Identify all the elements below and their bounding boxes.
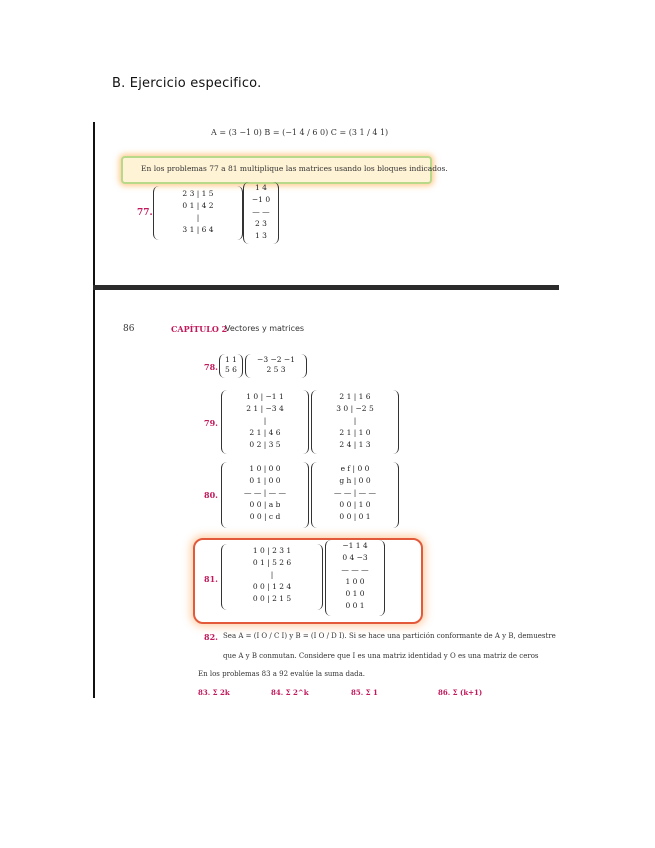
matrix-row: — — | — — bbox=[333, 488, 377, 497]
matrix-row: 1 3 bbox=[255, 231, 267, 240]
sum-problem-83: 83. Σ 2k bbox=[198, 688, 230, 697]
matrix-row: 3 1 | 6 4 bbox=[182, 225, 214, 234]
matrix-row: 0 0 | 1 2 4 bbox=[252, 582, 292, 591]
matrix-row: 2 1 | −3 4 bbox=[246, 404, 284, 413]
matrix-row: | bbox=[196, 213, 200, 222]
matrix-row: | bbox=[353, 416, 357, 425]
problem-number-77: 77. bbox=[137, 208, 153, 218]
problem-82-line-2: que A y B conmutan. Considere que I es una matriz identidad y O es una matriz de ceros bbox=[223, 652, 539, 660]
matrix-row: 0 0 1 bbox=[345, 601, 365, 610]
matrix-81-left bbox=[221, 544, 323, 610]
matrix-80-left bbox=[221, 462, 309, 528]
matrix-row: 2 1 | 1 0 bbox=[339, 428, 371, 437]
problem-number-81: 81. bbox=[204, 574, 218, 584]
matrix-row: 3 0 | −2 5 bbox=[336, 404, 374, 413]
matrix-row: 2 4 | 1 3 bbox=[339, 440, 371, 449]
matrix-row: −3 −2 −1 bbox=[257, 355, 295, 364]
matrix-row: 0 0 | 0 1 bbox=[339, 512, 371, 521]
scan-border-left bbox=[93, 290, 95, 698]
matrix-row: | bbox=[263, 416, 267, 425]
matrix-row: 0 2 | 3 5 bbox=[249, 440, 281, 449]
matrix-row: 0 1 | 0 0 bbox=[249, 476, 281, 485]
matrix-77-right bbox=[243, 182, 279, 244]
instruction-text: En los problemas 77 a 81 multiplique las matrices usando los bloques indicados. bbox=[141, 164, 448, 173]
matrix-row: — — bbox=[252, 207, 270, 216]
matrix-row: 2 3 | 1 5 bbox=[182, 189, 214, 198]
matrix-definitions-line: A = (3 −1 0) B = (−1 4 / 6 0) C = (3 1 / 4 1) bbox=[211, 128, 389, 137]
matrix-row: 0 1 0 bbox=[345, 589, 365, 598]
sum-problem-85: 85. Σ 1 bbox=[351, 688, 378, 697]
matrix-row: e f | 0 0 bbox=[340, 464, 370, 473]
matrix-row: 0 4 −3 bbox=[342, 553, 368, 562]
problem-number-79: 79. bbox=[204, 418, 218, 428]
matrix-row: 2 3 bbox=[255, 219, 267, 228]
matrix-79-right bbox=[311, 390, 399, 454]
matrix-row: −1 0 bbox=[251, 195, 271, 204]
matrix-row: 1 1 bbox=[225, 355, 237, 364]
scan-border-left bbox=[93, 122, 95, 290]
matrix-row: 2 5 3 bbox=[266, 365, 286, 374]
matrix-78-left bbox=[219, 354, 243, 378]
matrix-row: 0 0 | c d bbox=[249, 512, 281, 521]
matrix-row: 0 0 | 1 0 bbox=[339, 500, 371, 509]
matrix-row: −1 1 4 bbox=[342, 541, 368, 550]
matrix-row: | bbox=[270, 570, 274, 579]
matrix-row: 1 0 | 0 0 bbox=[249, 464, 281, 473]
matrix-row: 1 4 bbox=[255, 183, 267, 192]
problem-82-line-1: Sea A = (I O / C I) y B = (I O / D I). Si se hace una partición conformante de A y B, demuestre bbox=[223, 632, 556, 640]
problem-number-80: 80. bbox=[204, 490, 218, 500]
matrix-row: 5 6 bbox=[225, 365, 237, 374]
textbook-excerpt-top bbox=[93, 122, 559, 290]
matrix-row: 0 1 | 4 2 bbox=[182, 201, 214, 210]
matrix-row: g h | 0 0 bbox=[339, 476, 371, 485]
sum-problem-86: 86. Σ (k+1) bbox=[438, 688, 483, 697]
matrix-77-left bbox=[153, 186, 243, 240]
sum-problem-84: 84. Σ 2^k bbox=[271, 688, 309, 697]
chapter-title: Vectores y matrices bbox=[225, 324, 305, 333]
highlighted-instruction bbox=[121, 156, 448, 184]
matrix-row: 1 0 0 bbox=[345, 577, 365, 586]
matrix-row: 1 0 | 2 3 1 bbox=[252, 546, 292, 555]
matrix-79-left bbox=[221, 390, 309, 454]
chapter-label: CAPÍTULO 2 bbox=[171, 324, 228, 334]
matrix-row: — — — bbox=[341, 565, 369, 574]
instruction-83-92: En los problemas 83 a 92 evalúe la suma dada. bbox=[198, 670, 366, 678]
matrix-row: 0 0 | 2 1 5 bbox=[252, 594, 292, 603]
page-number: 86 bbox=[123, 324, 135, 334]
matrix-81-right bbox=[325, 540, 385, 616]
matrix-80-right bbox=[311, 462, 399, 528]
matrix-row: 0 1 | 5 2 6 bbox=[252, 558, 292, 567]
matrix-row: — — | — — bbox=[243, 488, 287, 497]
matrix-row: 1 0 | −1 1 bbox=[246, 392, 284, 401]
matrix-row: 2 1 | 1 6 bbox=[339, 392, 371, 401]
matrix-78-right bbox=[245, 354, 307, 378]
matrix-row: 0 0 | a b bbox=[249, 500, 281, 509]
matrix-row: 2 1 | 4 6 bbox=[249, 428, 281, 437]
problem-number-78: 78. bbox=[204, 362, 218, 372]
problem-number-82: 82. bbox=[204, 632, 218, 642]
section-heading: B. Ejercicio especifico. bbox=[112, 76, 262, 91]
textbook-excerpt-bottom bbox=[93, 290, 559, 698]
